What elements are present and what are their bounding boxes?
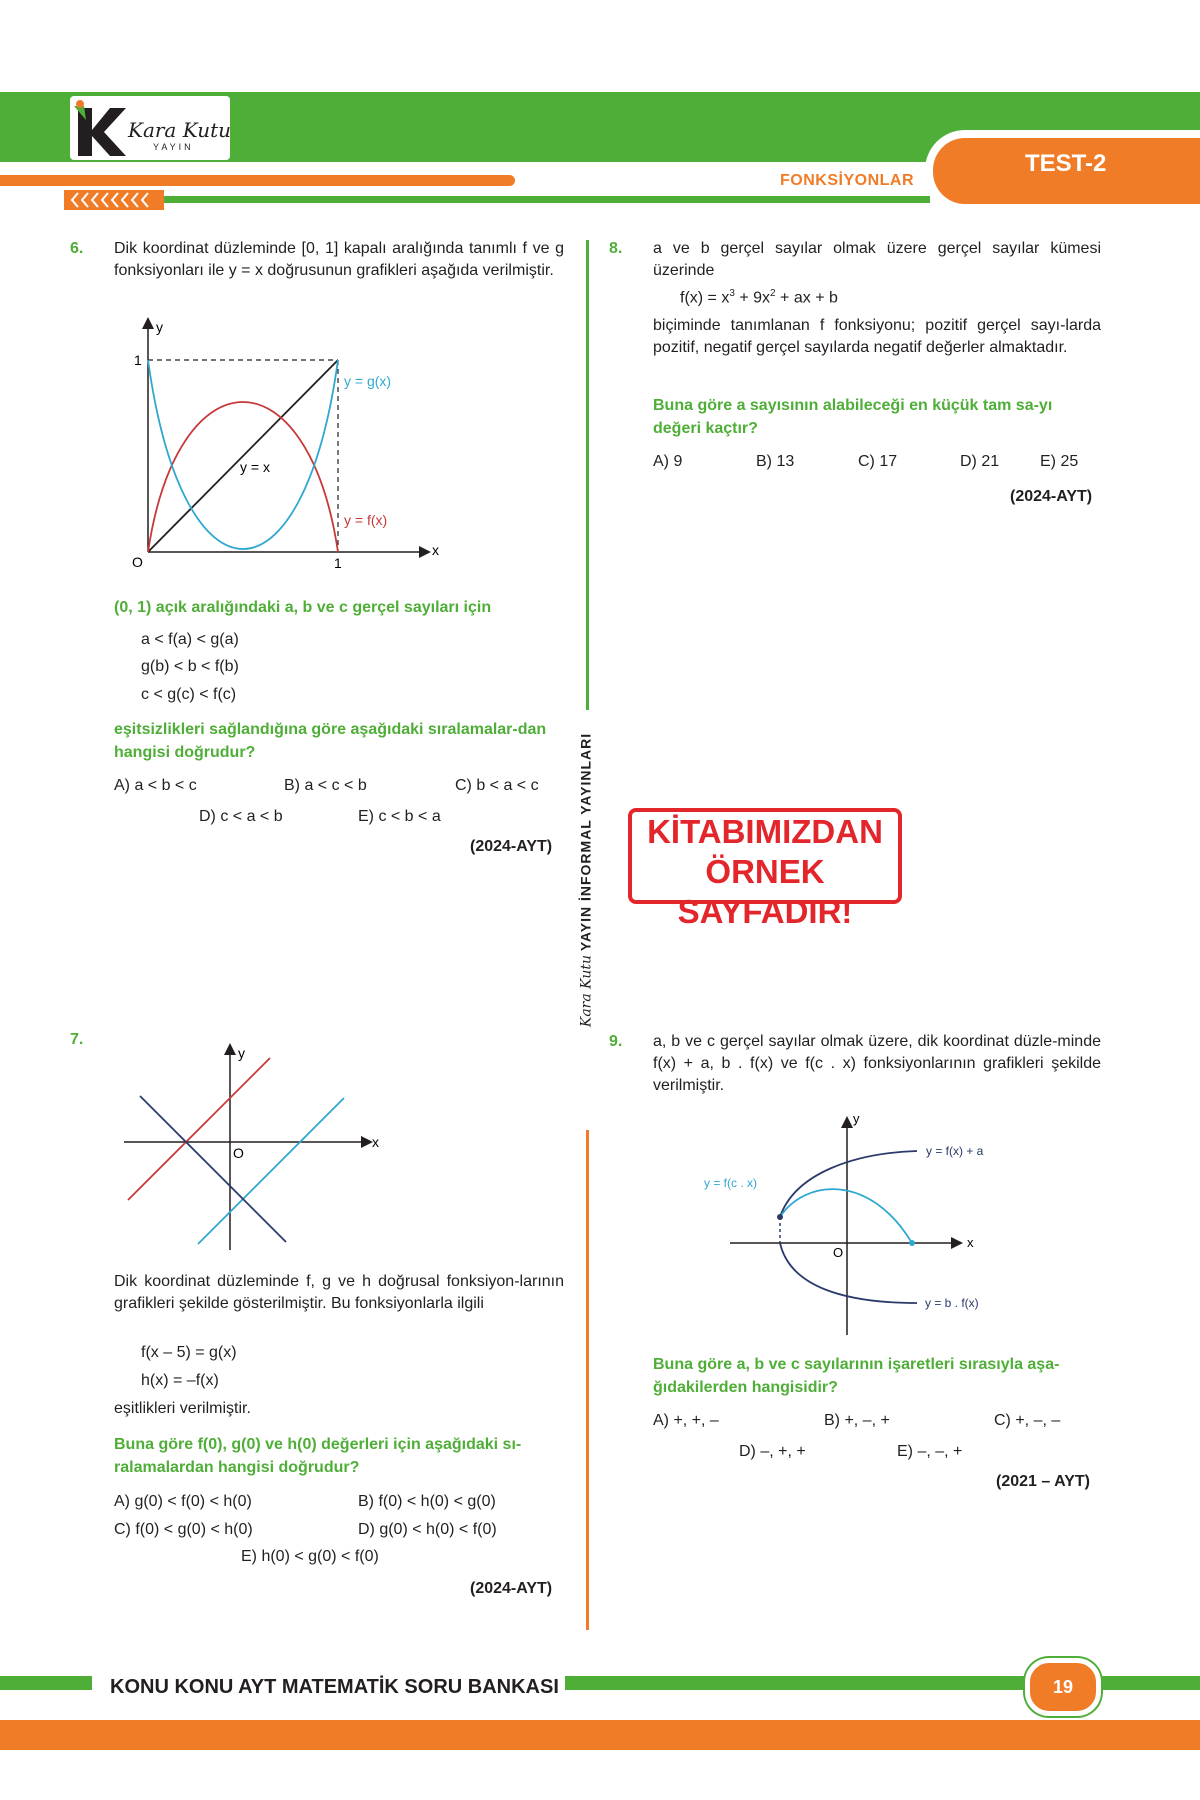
q9-axis-x: x bbox=[967, 1235, 974, 1250]
q6-option-a[interactable]: A) a < b < c bbox=[114, 777, 197, 794]
stamp-line-2: ÖRNEK SAYFADIR! bbox=[677, 853, 853, 930]
q8-number: 8. bbox=[609, 240, 623, 257]
page-number: 19 bbox=[1025, 1658, 1101, 1716]
curve-fa bbox=[780, 1151, 917, 1217]
q9-label-fa: y = f(x) + a bbox=[926, 1144, 984, 1158]
side-brand: Kara Kutu bbox=[578, 955, 595, 1028]
q8-formula-post: + ax + b bbox=[775, 289, 838, 307]
q6-origin: O bbox=[132, 554, 143, 570]
header-green-line bbox=[160, 196, 930, 203]
line-f bbox=[128, 1058, 270, 1200]
q6-option-c[interactable]: C) b < a < c bbox=[455, 777, 539, 794]
line-h bbox=[140, 1096, 286, 1242]
q8-formula bbox=[680, 288, 838, 307]
column-divider-bottom bbox=[586, 1130, 589, 1630]
q6-ineq-2: g(b) < b < f(b) bbox=[141, 658, 239, 675]
q8-question: Buna göre a sayısının alabileceği en küçük tam sa-yı değeri kaçtır? bbox=[653, 397, 1053, 437]
q9-graph bbox=[695, 1105, 1015, 1340]
q7-eq-1: f(x – 5) = g(x) bbox=[141, 1344, 237, 1361]
q6-graph bbox=[118, 312, 448, 572]
q6-label-f: y = f(x) bbox=[344, 512, 388, 528]
q6-text: Dik koordinat düzleminde [0, 1] kapalı aralığında tanımlı f ve g fonksiyonları ile y = x doğrusunun grafikleri aşağıda verilmiştir. bbox=[114, 240, 564, 279]
q9-axis-y: y bbox=[853, 1111, 860, 1126]
q8-option-e[interactable]: E) 25 bbox=[1040, 453, 1079, 470]
test-label: TEST-2 bbox=[1025, 150, 1107, 177]
q8-formula-pre: f(x) = x bbox=[680, 289, 730, 307]
q7-graph bbox=[120, 1040, 390, 1260]
q8-option-b[interactable]: B) 13 bbox=[756, 453, 795, 470]
q8-text-2: biçiminde tanımlanan f fonksiyonu; pozitif gerçel sayı-larda pozitif, negatif gerçel sayılarda negatif değerler almaktadır. bbox=[653, 317, 1101, 356]
q9-number: 9. bbox=[609, 1033, 623, 1050]
q6-one-x: 1 bbox=[334, 555, 342, 571]
q6-question-2: eşitsizlikleri sağlandığına göre aşağıdaki sıralamalar-dan hangisi doğrudur? bbox=[114, 721, 547, 761]
chevron-decoration-icon bbox=[64, 190, 164, 210]
q9-source: (2021 – AYT) bbox=[996, 1473, 1090, 1490]
q7-option-a[interactable]: A) g(0) < f(0) < h(0) bbox=[114, 1493, 252, 1510]
sample-page-stamp bbox=[628, 808, 902, 930]
q9-option-b[interactable]: B) +, –, + bbox=[824, 1412, 890, 1429]
q7-option-e[interactable]: E) h(0) < g(0) < f(0) bbox=[241, 1548, 379, 1565]
footer-orange-band bbox=[0, 1720, 1200, 1750]
q9-label-fc: y = f(c . x) bbox=[704, 1176, 758, 1190]
q8-exp-2: 2 bbox=[770, 288, 776, 299]
side-publisher-text: YAYIN İNFORMAL YAYINLARI bbox=[577, 732, 594, 952]
q9-option-e[interactable]: E) –, –, + bbox=[897, 1443, 963, 1460]
q7-text-2: eşitlikleri verilmiştir. bbox=[114, 1400, 251, 1417]
q9-option-a[interactable]: A) +, +, – bbox=[653, 1412, 719, 1429]
q9-option-d[interactable]: D) –, +, + bbox=[739, 1443, 806, 1460]
q7-eq-2: h(x) = –f(x) bbox=[141, 1372, 219, 1389]
q6-option-e[interactable]: E) c < b < a bbox=[358, 808, 441, 825]
q6-one-y: 1 bbox=[134, 352, 142, 368]
subject-title: FONKSİYONLAR bbox=[780, 172, 914, 189]
q8-exp-3: 3 bbox=[729, 288, 735, 299]
q9-text: a, b ve c gerçel sayılar olmak üzere, dik koordinat düzle-minde f(x) + a, b . f(x) ve f(c . x) fonksiyonlarının grafikleri şekilde verilmiştir. bbox=[653, 1033, 1101, 1094]
curve-bf bbox=[780, 1243, 917, 1303]
q9-origin: O bbox=[833, 1245, 844, 1260]
q6-ineq-3: c < g(c) < f(c) bbox=[141, 686, 237, 703]
line-g bbox=[198, 1098, 344, 1244]
stamp-line-1: KİTABIMIZDAN bbox=[647, 813, 883, 850]
q7-option-c[interactable]: C) f(0) < g(0) < h(0) bbox=[114, 1521, 253, 1538]
q8-option-c[interactable]: C) 17 bbox=[858, 453, 898, 470]
q6-number: 6. bbox=[70, 240, 84, 257]
q6-source: (2024-AYT) bbox=[470, 838, 553, 855]
q7-source: (2024-AYT) bbox=[470, 1580, 553, 1597]
q9-option-c[interactable]: C) +, –, – bbox=[994, 1412, 1061, 1429]
q6-axis-y: y bbox=[156, 319, 163, 335]
q6-label-id: y = x bbox=[240, 459, 270, 475]
header-orange-line bbox=[0, 175, 515, 186]
q6-question-1: (0, 1) açık aralığındaki a, b ve c gerçel sayıları için bbox=[114, 599, 492, 616]
curve-fc bbox=[780, 1189, 912, 1243]
footer-title: KONU KONU AYT MATEMATİK SORU BANKASI bbox=[110, 1676, 559, 1698]
footer-green-right bbox=[565, 1676, 1200, 1690]
q6-ineq-1: a < f(a) < g(a) bbox=[141, 631, 239, 648]
q7-option-d[interactable]: D) g(0) < h(0) < f(0) bbox=[358, 1521, 497, 1538]
q7-axis-y: y bbox=[238, 1045, 245, 1061]
q7-axis-x: x bbox=[372, 1134, 379, 1150]
q7-text: Dik koordinat düzleminde f, g ve h doğrusal fonksiyon-larının grafikleri şekilde gösterilmiştir. Bu fonksiyonlarla ilgili bbox=[114, 1273, 564, 1312]
q7-option-b[interactable]: B) f(0) < h(0) < g(0) bbox=[358, 1493, 496, 1510]
side-publisher bbox=[578, 733, 595, 1027]
q6-label-g: y = g(x) bbox=[344, 373, 392, 389]
q8-option-d[interactable]: D) 21 bbox=[960, 453, 1000, 470]
q8-text: a ve b gerçel sayılar olmak üzere gerçel sayılar kümesi üzerinde bbox=[653, 240, 1101, 279]
q7-origin: O bbox=[233, 1145, 244, 1161]
column-divider-top bbox=[586, 240, 589, 710]
logo-brand: Kara Kutu bbox=[128, 118, 232, 142]
q9-question: Buna göre a, b ve c sayılarının işaretleri sırasıyla aşa-ğıdakilerden hangisidir? bbox=[653, 1356, 1060, 1396]
q6-option-b[interactable]: B) a < c < b bbox=[284, 777, 367, 794]
footer-green-left bbox=[0, 1676, 92, 1690]
q8-option-a[interactable]: A) 9 bbox=[653, 453, 683, 470]
q6-axis-x: x bbox=[432, 542, 439, 558]
q9-label-bf: y = b . f(x) bbox=[925, 1296, 979, 1310]
q7-question: Buna göre f(0), g(0) ve h(0) değerleri için aşağıdaki sı-ralamalardan hangisi doğrudur? bbox=[114, 1436, 522, 1476]
q7-number: 7. bbox=[70, 1031, 84, 1048]
q6-option-d[interactable]: D) c < a < b bbox=[199, 808, 283, 825]
q8-source: (2024-AYT) bbox=[1010, 488, 1093, 505]
logo-sub: YAYIN bbox=[150, 142, 197, 152]
q8-formula-mid: + 9x bbox=[734, 289, 771, 307]
